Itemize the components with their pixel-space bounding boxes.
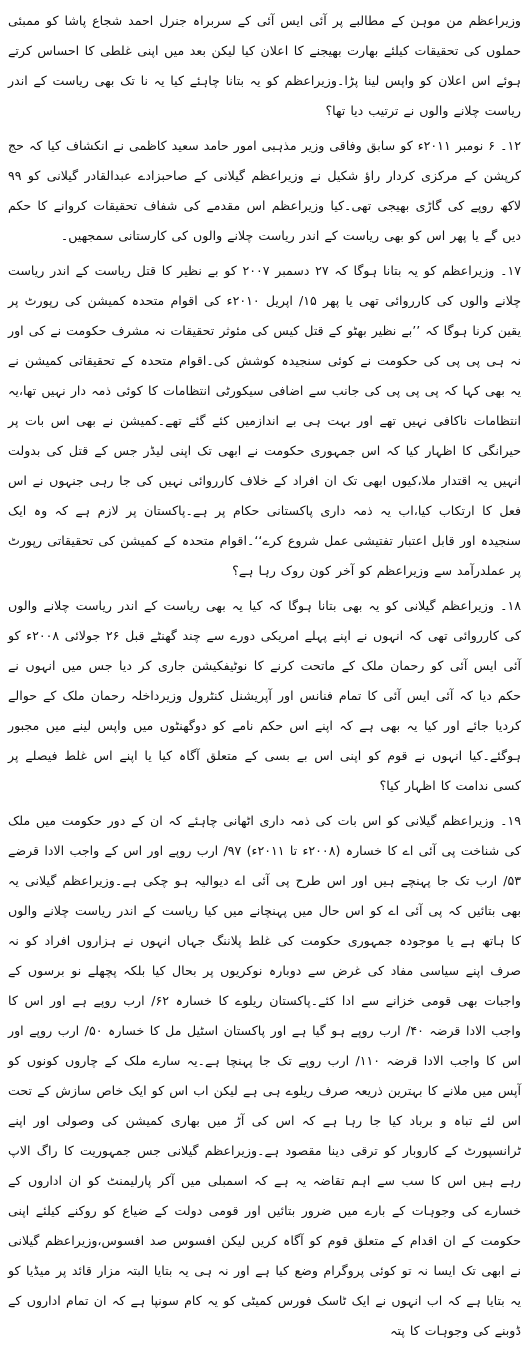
article-paragraph: ۱۹۔ وزیراعظم گیلانی کو اس بات کی ذمہ داری اٹھانی چاہئے کہ ان کے دور حکومت میں ملک کی شناخت پی آئی اے کا خسارہ (۲۰۰۸ء تا ۲۰۱۱ء) ۹۷/ ارب روپے اور اس کے واجب الادا قرضے ۵۳/ ارب تک جا پہنچے ہیں اور اس طرح پی آئی اے دیوالیہ ہو چکی ہے۔وزیراعظم گیلانی یہ بھی بتائیں کہ پی آئی اے کو اس حال میں پہنچانے میں کیا ریاست کے اندر ریاست چلانے والوں کا ہاتھ ہے یا موجودہ جمہوری حکومت کی غلط پلاننگ جہاں انہوں نے ہزاروں افراد کو نہ صرف اپنے سیاسی مفاد کی غرض سے دوبارہ نوکریوں پر بحال کیا بلکہ پچھلے نو برسوں کے واجبات بھی قومی خزانے سے ادا کئے۔پاکستان ریلوے کا خسارہ ۶۲/ ارب روپے ہے اور اس کا واجب الادا قرضہ ۴۰/ ارب روپے ہو گیا ہے اور پاکستان اسٹیل مل کا خسارہ ۵۰/ ارب روپے اور اس کا واجب الادا قرضہ ۱۱۰/ ارب روپے تک جا پہنچا ہے۔یہ سارے ملک کے چاروں کونوں کو آپس میں ملانے کا بہترین ذریعہ صرف ریلوے ہی ہے لیکن اب اس کو ایک خاص سازش کے تحت اس لئے تباہ و برباد کیا جا رہا ہے کہ اس کی آڑ میں بھاری کمیشن کی وصولی اور اپنے ٹرانسپورٹ کے کاروبار کو ترقی دینا مقصود ہے۔وزیراعظم گیلانی جس جمہوریت کا راگ الاپ رہے ہیں اس کا سب سے اہم تقاضہ یہ ہے کہ اسمبلی میں آکر پارلیمنٹ کو ان اداروں کے خسارے کی وجوہات کے بارے میں ضرور بتائیں اور قومی دولت کے ضیاع کو روکنے کیلئے اپنی حکومت کے ان اقدام کے متعلق قوم کو آگاہ کریں لیکن افسوس صد افسوس،وزیراعظم گیلانی نے ابھی تک ایسا نہ تو کوئی پروگرام وضع کیا ہے اور نہ ہی یہ بتایا البتہ مزار قائد پر میڈیا کو یہ بتایا ہے کہ اب انہوں نے ایک ٹاسک فورس کمیٹی کو یہ کام سونپا ہے کہ ان تمام اداروں کے ڈوبنے کی وجوہات کا پتہ	[8, 813, 521, 1338]
article-paragraph: ۱۸۔ وزیراعظم گیلانی کو یہ بھی بتانا ہوگا کہ کیا یہ بھی ریاست کے اندر ریاست چلانے والوں کی کارروائی تھی کہ انہوں نے اپنے پہلے امریکی دورے سے چند گھنٹے قبل ۲۶ جولائی ۲۰۰۸ء کو آئی ایس آئی کو رحمان ملک کے ماتحت کرنے کا نوٹیفکیشن جاری کر دیا جس میں انہوں نے حکم دیا کہ آئی ایس آئی کا تمام فنانس اور آپریشنل کنٹرول وزیرداخلہ رحمان ملک کے حوالے کردیا جائے اور کیا یہ بھی ہے کہ اپنے اس حکم نامے کو دوگھنٹوں میں واپس لینے میں مجبور ہوگئے۔کیا انہوں نے قوم کو اپنی اس بے بسی کے متعلق آگاہ کیا یا اپنے اس غلط فیصلے پر کسی ندامت کا اظہار کیا؟	[8, 598, 521, 793]
article-paragraph: ۱۲۔ ۶ نومبر ۲۰۱۱ء کو سابق وفاقی وزیر مذہبی امور حامد سعید کاظمی نے انکشاف کیا کہ حج کرپشن کے مرکزی کردار راؤ شکیل نے وزیراعظم گیلانی کے صاحبزادے عبدالقادر گیلانی کو ۹۹ لاکھ روپے کی گاڑی بھیجی تھی۔کیا وزیراعظم اس مقدمے کی شفاف تحقیقات کروانے کا حکم دیں گے یا پھر اس کو بھی ریاست کے اندر ریاست چلانے والوں کی کارستانی سمجھیں۔	[8, 138, 521, 243]
article-paragraph: ۱۷۔ وزیراعظم کو یہ بتانا ہوگا کہ ۲۷ دسمبر ۲۰۰۷ کو بے نظیر کا قتل ریاست کے اندر ریاست چلانے والوں کی کارروائی تھی یا پھر ۱۵/ اپریل ۲۰۱۰ء کی اقوام متحدہ کمیشن کی رپورٹ پر یقین کرنا ہوگا کہ ’’بے نظیر بھٹو کے قتل کیس کی مئوثر تحقیقات نہ مشرف حکومت نے کی اور نہ ہی پی پی کی حکومت نے کوئی سنجیدہ کوشش کی۔اقوام متحدہ کے تحقیقاتی کمیشن نے یہ بھی کہا کہ پی پی پی کی جانب سے اضافی سیکورٹی انتظامات کا کوئی ذمہ دار نہیں تھا،یہ انتظامات ناکافی نہیں تھے اور بہت ہی بے اندازمیں کئے گئے تھے۔کمیشن نے بھی اس بات پر حیرانگی کا اظہار کیا کہ اس جمہوری حکومت نے ابھی تک اپنی لیڈر جس کے قتل کی بدولت انہیں یہ اقتدار ملا،کیوں ابھی تک ان افراد کے خلاف کارروائی نہیں کی جا رہی جنہوں نے اس فعل کا ارتکاب کیا،اب یہ ذمہ داری پاکستانی حکام پر ہے۔پاکستان پر لازم ہے کہ وہ ایک سنجیدہ اور قابل اعتبار تفتیشی عمل شروع کرے‘‘۔اقوام متحدہ کے کمیشن کی تحقیقاتی رپورٹ پر عملدرآمد سے وزیراعظم کو آخر کون روک رہا ہے؟	[8, 263, 521, 578]
article-paragraph: وزیراعظم من موہن کے مطالبے پر آئی ایس آئی کے سربراہ جنرل احمد شجاع پاشا کو ممبئی حملوں کی تحقیقات کیلئے بھارت بھیجنے کا اعلان کیا لیکن بعد میں اپنی غلطی کا احساس کرتے ہوئے اس اعلان کو واپس لینا پڑا۔وزیراعظم کو یہ بتانا چاہئے کیا یہ نا تک بھی ریاست کے اندر ریاست چلانے والوں نے ترتیب دیا تھا؟	[8, 13, 521, 118]
